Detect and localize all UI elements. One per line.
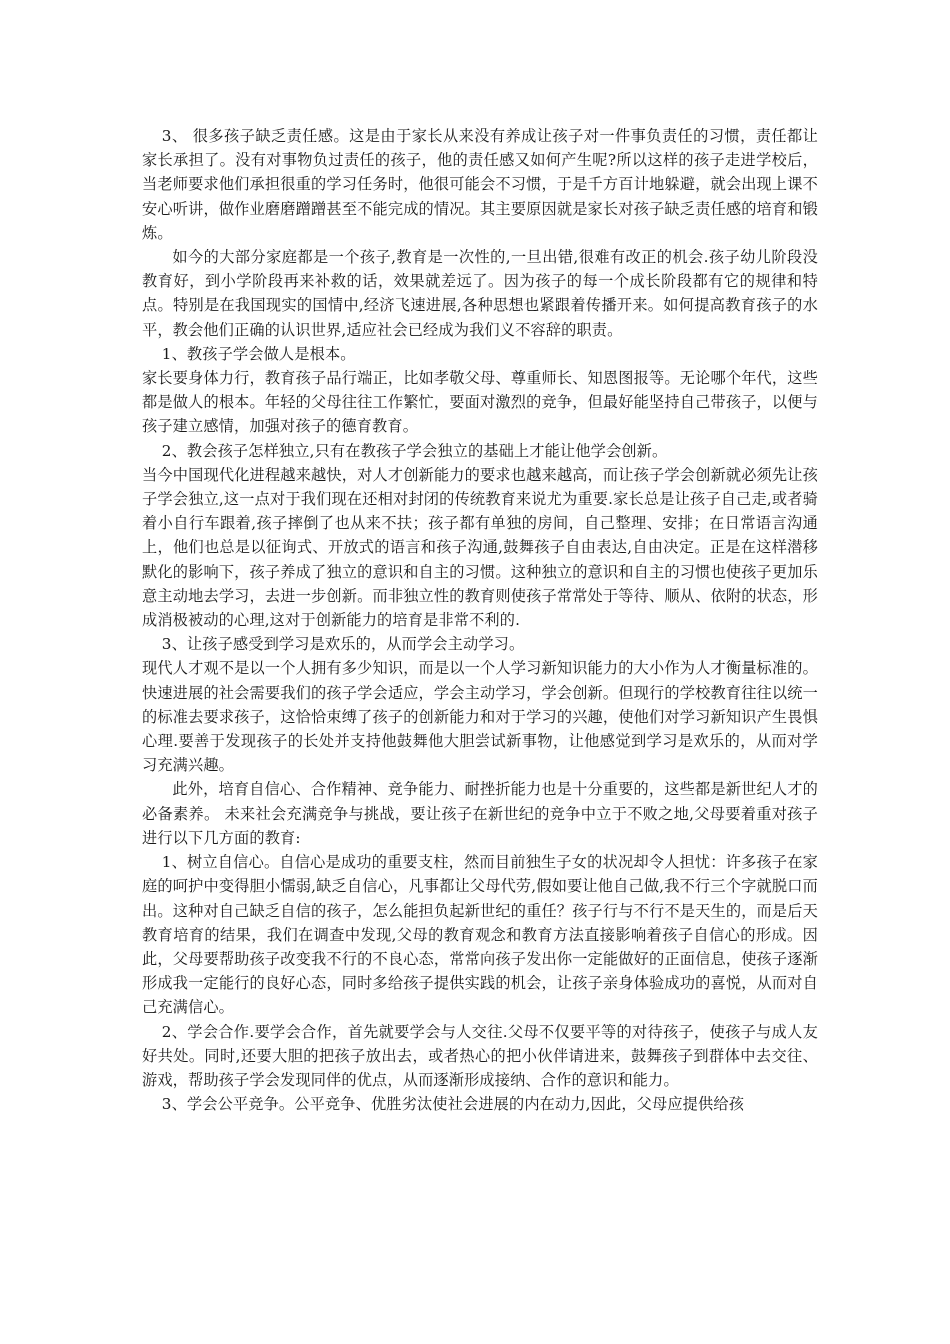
- paragraph-teach-conduct: 家长要身体力行，教育孩子品行端正，比如孝敬父母、尊重师长、知恩图报等。无论哪个年代，这些都是做人的根本。年轻的父母往往工作繁忙，要面对激烈的竞争，但最好能坚持自己带孩子，以便与孩子建立感情，加强对孩子的德育教育。: [142, 369, 818, 436]
- paragraph-confidence: 1、树立自信心。自信心是成功的重要支柱，然而目前独生子女的状况却令人担忧：许多孩子在家庭的呵护中变得胆小懦弱,缺乏自信心，凡事都让父母代劳,假如要让他自己做,我不行三个字就脱口而出。这种对自己缺乏自信的孩子，怎么能担负起新世纪的重任？孩子行与不行不是天生的，而是后天教育培育的结果，我们在调查中发现,父母的教育观念和教育方法直接影响着孩子自信心的形成。因此，父母要帮助孩子改变我不行的不良心态，常常向孩子发出你一定能做好的正面信息，使孩子逐渐形成我一定能行的良好心态，同时多给孩子提供实践的机会，让孩子亲身体验成功的喜悦，从而对自己充满信心。: [142, 853, 818, 1017]
- paragraph-independence: 当今中国现代化进程越来越快，对人才创新能力的要求也越来越高，而让孩子学会创新就必须先让孩子学会独立,这一点对于我们现在还相对封闭的传统教育来说尤为重要.家长总是让孩子自己走,或者骑着小自行车跟着,孩子摔倒了也从来不扶；孩子都有单独的房间，自己整理、安排；在日常语言沟通上，他们也总是以征询式、开放式的语言和孩子沟通,鼓舞孩子自由表达,自由决定。正是在这样潜移默化的影响下，孩子养成了独立的意识和自主的习惯。这种独立的意识和自主的习惯也使孩子更加乐意主动地去学习，去进一步创新。而非独立性的教育则使孩子常常处于等待、顺从、依附的状态，形成消极被动的心理,这对于创新能力的培育是非常不利的.: [142, 465, 818, 630]
- document-page: [142, 124, 818, 1116]
- heading-happy-learning: 3、让孩子感受到学习是欢乐的，从而学会主动学习。: [161, 635, 525, 654]
- heading-independence: 2、教会孩子怎样独立,只有在教孩子学会独立的基础上才能让他学会创新。: [161, 441, 668, 460]
- paragraph-happy-learning: 现代人才观不是以一个人拥有多少知识，而是以一个人学习新知识能力的大小作为人才衡量标准的。快速进展的社会需要我们的孩子学会适应，学会主动学习，学会创新。但现行的学校教育往往以统一的标准去要求孩子，这恰恰束缚了孩子的创新能力和对于学习的兴趣，使他们对学习新知识产生畏惧心理.要善于发现孩子的长处并支持他鼓舞他大胆尝试新事物，让他感觉到学习是欢乐的，从而对学习充满兴趣。: [142, 659, 818, 775]
- paragraph-other-qualities: 此外，培育自信心、合作精神、竞争能力、耐挫折能力也是十分重要的，这些都是新世纪人才的必备素养。 未来社会充满竞争与挑战，要让孩子在新世纪的竞争中立于不败之地,父母要着重对孩子进行以下几方面的教育:: [142, 780, 818, 847]
- paragraph-responsibility: 3、 很多孩子缺乏责任感。这是由于家长从来没有养成让孩子对一件事负责任的习惯，责任都让家长承担了。没有对事物负过责任的孩子，他的责任感又如何产生呢?所以这样的孩子走进学校后，当老师要求他们承担很重的学习任务时，他很可能会不习惯，于是千方百计地躲避，就会出现上课不安心听讲，做作业磨磨蹭蹭甚至不能完成的情况。其主要原因就是家长对孩子缺乏责任感的培育和锻炼。: [142, 127, 818, 242]
- heading-teach-conduct: 1、教孩子学会做人是根本。: [161, 344, 356, 363]
- paragraph-family-education: 如今的大部分家庭都是一个孩子,教育是一次性的,一旦出错,很难有改正的机会.孩子幼儿阶段没教育好，到小学阶段再来补救的话，效果就差远了。因为孩子的每一个成长阶段都有它的规律和特点。特别是在我国现实的国情中,经济飞速进展,各种思想也紧跟着传播开来。如何提高教育孩子的水平，教会他们正确的认识世界,适应社会已经成为我们义不容辞的职责。: [142, 248, 818, 339]
- paragraph-fair-competition: 3、学会公平竞争。公平竞争、优胜劣汰使社会进展的内在动力,因此，父母应提供给孩: [161, 1095, 745, 1114]
- paragraph-cooperation: 2、学会合作.要学会合作，首先就要学会与人交往.父母不仅要平等的对待孩子，使孩子与成人友好共处。同时,还要大胆的把孩子放出去，或者热心的把小伙伴请进来，鼓舞孩子到群体中去交往、游戏，帮助孩子学会发现同伴的优点，从而逐渐形成接纳、合作的意识和能力。: [142, 1022, 818, 1089]
